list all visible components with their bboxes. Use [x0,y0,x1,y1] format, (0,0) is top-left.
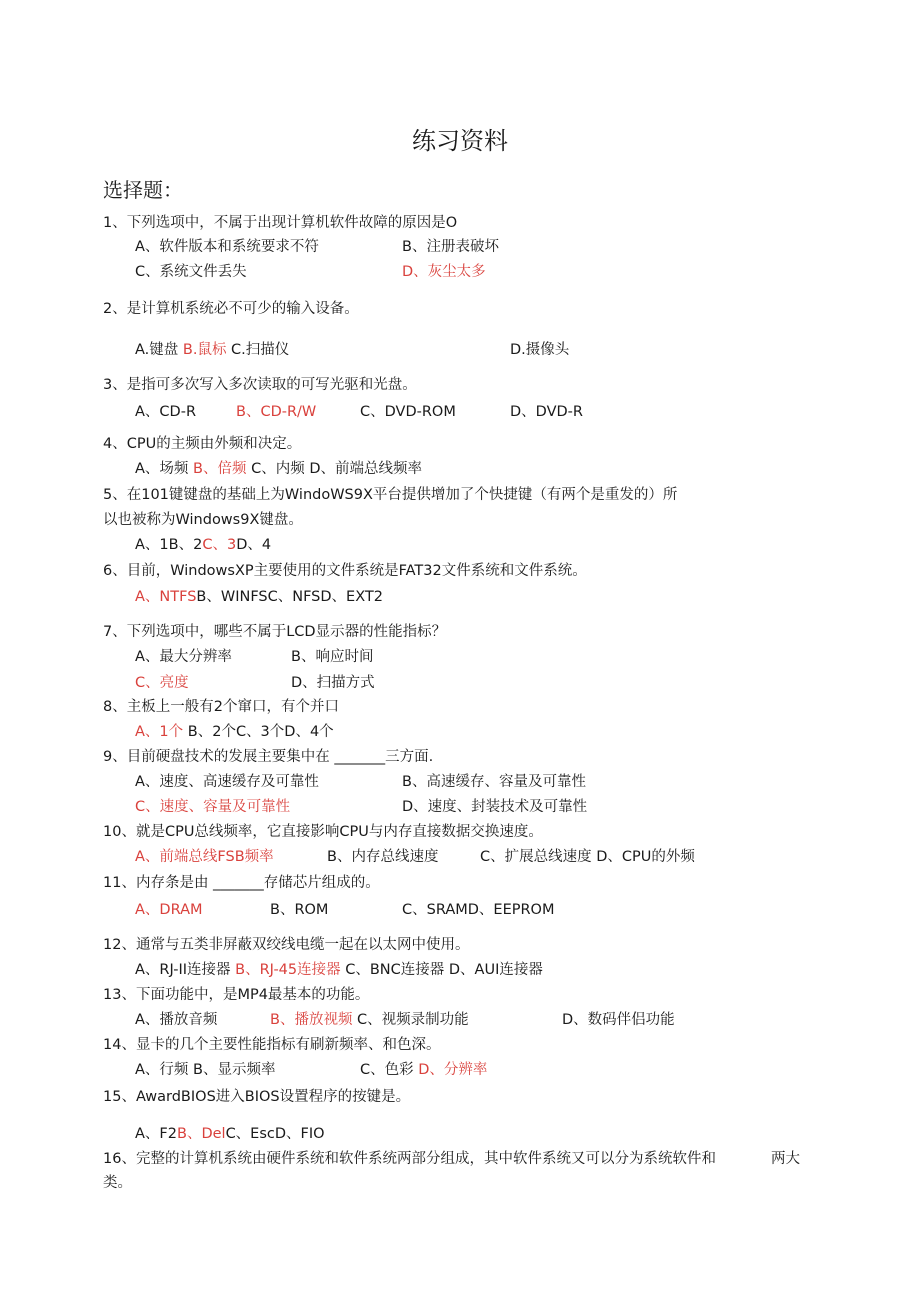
q15-options-post: C、EscD、FIO [225,1126,325,1142]
q2-option-a: A.键盘 [135,342,183,358]
q4-options [135,459,422,479]
question-1-stem: 1、下列选项中，不属于出现计算机软件故障的原因是O [103,215,458,231]
q12-options-rest: C、BNC连接器 D、AUI连接器 [340,962,543,978]
q10-option-b: B、内存总线速度 [327,849,439,865]
q5-options [135,535,271,555]
q14-option-c: C、色彩 [360,1062,419,1078]
q13-option-c: C、视频录制功能 [352,1012,469,1028]
q11-options-cd: C、SRAMD、EEPROM [402,902,555,918]
question-5-stem-line1: 5、在101键键盘的基础上为WindoWS9X平台提供增加了个快捷键（有两个是重发的）所 [103,487,678,503]
q12-option-a: A、RJ-II连接器 [135,962,236,978]
q1-option-d-answer: D、灰尘太多 [402,264,486,280]
question-10-stem: 10、就是CPU总线频率，它直接影响CPU与内存直接数据交换速度。 [103,824,543,840]
question-16-stem-line2: 类。 [103,1175,132,1191]
q3-option-d: D、DVD-R [510,404,583,420]
page-title: 练习资料 [412,127,508,155]
q14-options-ab: A、行频 B、显示频率 [135,1062,276,1078]
q1-option-a: A、软件版本和系统要求不符 [135,239,319,255]
q7-option-d: D、扫描方式 [291,675,375,691]
q2-options [135,340,289,360]
q9-option-a: A、速度、高速缓存及可靠性 [135,774,319,790]
q13-option-a: A、播放音频 [135,1012,218,1028]
q11-option-a-answer: A、DRAM [135,902,203,918]
section-heading: 选择题： [103,178,183,202]
q3-option-a: A、CD-R [135,404,197,420]
q13-option-b-answer: B、播放视频 [270,1012,353,1028]
q10-option-a-answer: A、前端总线FSB频率 [135,849,274,865]
q8-options-rest: B、2个C、3个D、4个 [183,724,334,740]
q6-option-a-answer: A、NTFS [135,589,197,605]
question-15-stem: 15、AwardBIOS进入BIOS设置程序的按键是。 [103,1089,411,1105]
q2-option-b-answer: B.鼠标 [182,342,227,358]
q5-options-pre: A、1B、2 [135,537,203,553]
q6-options-rest: B、WINFSC、NFSD、EXT2 [196,589,383,605]
question-9-stem: 9、目前硬盘技术的发展主要集中在 _______三方面. [103,749,434,765]
q4-options-rest: C、内频 D、前端总线频率 [246,461,422,477]
q7-option-b: B、响应时间 [291,649,374,665]
q5-option-c-answer: C、3 [202,537,237,553]
q5-options-post: D、4 [236,537,272,553]
q6-options [135,587,383,607]
question-4-stem: 4、CPU的主频由外频和决定。 [103,436,302,452]
q8-option-a-answer: A、1个 [135,724,184,740]
q12-option-b-answer: B、RJ-45连接器 [235,962,341,978]
question-14-stem: 14、显卡的几个主要性能指标有刷新频率、和色深。 [103,1037,441,1053]
q9-option-c-answer: C、速度、容量及可靠性 [135,799,291,815]
q7-option-a: A、最大分辨率 [135,649,232,665]
question-11-stem: 11、内存条是由 _______存储芯片组成的。 [103,875,380,891]
q1-option-b: B、注册表破坏 [402,239,499,255]
question-13-stem: 13、下面功能中，是MP4最基本的功能。 [103,987,370,1003]
question-16-stem-tail: 两大 [771,1151,800,1167]
question-16-stem-line1: 16、完整的计算机系统由硬件系统和软件系统两部分组成，其中软件系统又可以分为系统软件和 [103,1151,716,1167]
q7-option-c-answer: C、亮度 [135,675,189,691]
q15-options [135,1124,325,1144]
question-2-stem: 2、是计算机系统必不可少的输入设备。 [103,301,359,317]
q11-option-b: B、ROM [270,902,329,918]
q3-option-b-answer: B、CD-R/W [236,404,317,420]
q8-options [135,722,334,742]
q12-options [135,960,543,980]
question-8-stem: 8、主板上一般有2个窜口，有个并口 [103,699,339,715]
q14-option-d-answer: D、分辨率 [418,1062,488,1078]
question-7-stem: 7、下列选项中，哪些不属于LCD显示器的性能指标？ [103,624,447,640]
q10-options-cd: C、扩展总线速度 D、CPU的外频 [480,849,695,865]
q1-option-c: C、系统文件丢失 [135,264,247,280]
q15-option-b-answer: B、Del [177,1126,226,1142]
q4-option-a: A、场频 [135,461,194,477]
q13-option-d: D、数码伴侣功能 [562,1012,675,1028]
q2-option-d: D.摄像头 [510,342,570,358]
q4-option-b-answer: B、倍频 [193,461,247,477]
question-12-stem: 12、通常与五类非屏蔽双绞线电缆一起在以太网中使用。 [103,937,470,953]
question-6-stem: 6、目前，WindowsXP主要使用的文件系统是FAT32文件系统和文件系统。 [103,563,587,579]
question-3-stem: 3、是指可多次写入多次读取的可写光驱和光盘。 [103,377,417,393]
q2-option-c: C.扫描仪 [226,342,290,358]
q14-options-cd [360,1060,487,1080]
question-5-stem-line2: 以也被称为Windows9X键盘。 [103,512,303,528]
q9-option-b: B、高速缓存、容量及可靠性 [402,774,586,790]
q9-option-d: D、速度、封装技术及可靠性 [402,799,588,815]
q3-option-c: C、DVD-ROM [360,404,456,420]
q15-options-pre: A、F2 [135,1126,177,1142]
q13-options-bc [270,1010,469,1030]
